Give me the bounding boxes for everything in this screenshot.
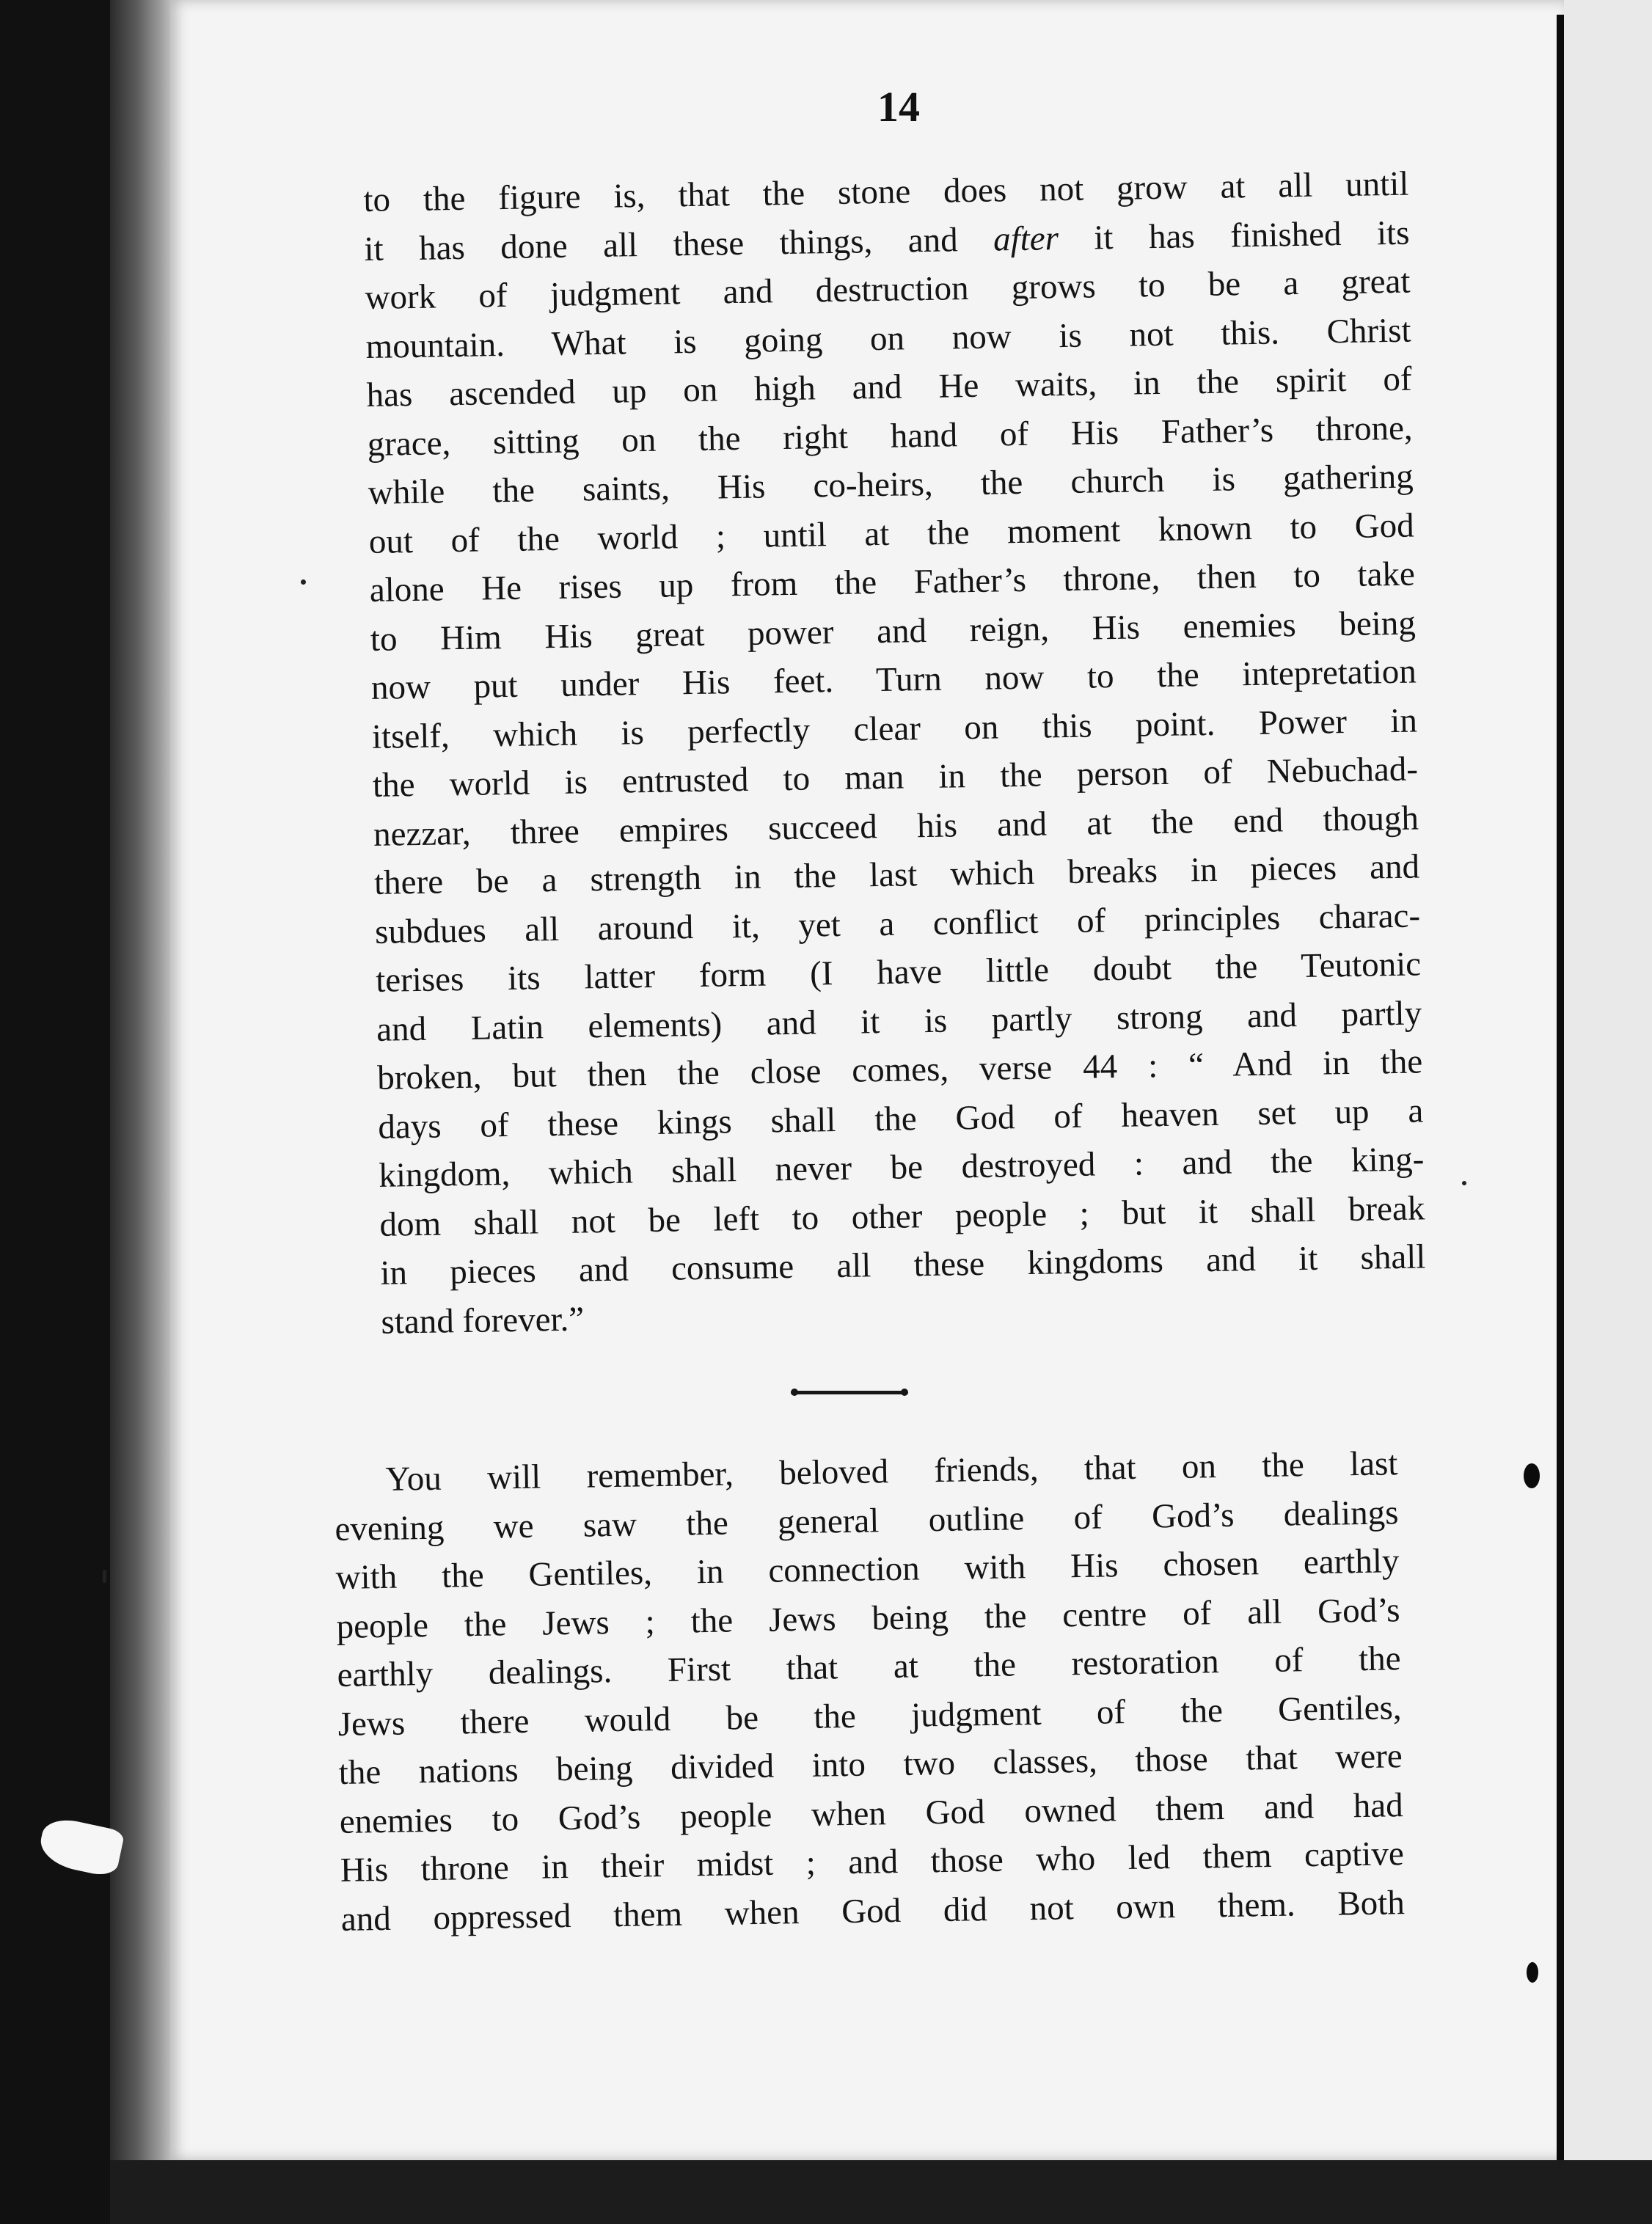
text-line: and Latin elements) and it is partly strong and partly <box>376 993 1422 1049</box>
text-line: while the saints, His co-heirs, the church is gathering <box>368 457 1414 512</box>
text-line: subdues all around it, yet a conflict of principles charac- <box>374 896 1421 951</box>
text-line-with-italic: it has done all these things, and after it has finished its <box>364 213 1410 268</box>
text-line: grace, sitting on the right hand of His Father’s throne, <box>367 409 1413 464</box>
text-line: work of judgment and destruction grows to be a great <box>365 262 1411 317</box>
page-number: 14 <box>877 83 920 131</box>
divider-dot <box>791 1389 798 1396</box>
text-line: terises its latter form (I have little doubt the Teutonic <box>375 945 1422 1000</box>
text-line: kingdom, which shall never be destroyed : and the king- <box>379 1140 1425 1195</box>
text-line: now put under His feet. Turn now to the intepretation <box>370 652 1417 707</box>
text-line: mountain. What is going on now is not this. Christ <box>365 311 1411 366</box>
text-line: You will remember, beloved friends, that on the last <box>385 1444 1398 1499</box>
text-line: the nations being divided into two classes, those that were <box>338 1737 1403 1792</box>
paragraph-new-section <box>334 1439 1405 1944</box>
text-line: to Him His great power and reign, His enemies being <box>370 604 1417 659</box>
text-line: the world is entrusted to man in the person of Nebuchad- <box>372 750 1419 805</box>
spine-mark-icon <box>1527 1962 1538 1983</box>
text-line: to the figure is, that the stone does not grow at all until <box>363 164 1409 219</box>
section-divider-ornament <box>791 1389 908 1396</box>
ink-speck <box>301 579 306 585</box>
text-line: alone He rises up from the Father’s throne, then to take <box>369 555 1416 610</box>
text-line: out of the world ; until at the moment known to God <box>368 506 1415 561</box>
text-line: with the Gentiles, in connection with His chosen earthly <box>335 1542 1400 1597</box>
text-line: broken, but then the close comes, verse 44 : “ And in the <box>376 1042 1423 1097</box>
text-line: evening we saw the general outline of God’s dealings <box>335 1493 1399 1548</box>
text-line: earthly dealings. First that at the restoration of the <box>337 1639 1401 1694</box>
divider-bar <box>791 1391 908 1394</box>
text-line: itself, which is perfectly clear on this point. Power in <box>371 701 1418 756</box>
text-line: His throne in their midst ; and those who led them captive <box>340 1835 1405 1890</box>
text-line: Jews there would be the judgment of the Gentiles, <box>337 1688 1402 1744</box>
page-edge-line <box>1557 15 1564 2160</box>
text-line: days of these kings shall the God of heaven set up a <box>377 1091 1424 1146</box>
ink-speck <box>103 1570 106 1583</box>
text-line: stand forever.” <box>381 1299 585 1342</box>
text-line: enemies to God’s people when God owned them and had <box>339 1785 1404 1841</box>
paragraph-continued <box>363 160 1427 1347</box>
text-line: in pieces and consume all these kingdoms and it shall <box>380 1237 1426 1292</box>
spine-mark-icon <box>1524 1463 1540 1488</box>
adjacent-page-edge <box>1564 0 1652 2160</box>
text-line: people the Jews ; the Jews being the centre of all God’s <box>336 1590 1400 1646</box>
text-line: nezzar, three empires succeed his and at the end though <box>373 799 1419 854</box>
text-line: there be a strength in the last which breaks in pieces and <box>373 847 1420 902</box>
emphasis-word: after <box>993 219 1059 259</box>
text-line: has ascended up on high and He waits, in the spirit of <box>366 359 1412 414</box>
divider-dot <box>901 1389 908 1396</box>
text-line: dom shall not be left to other people ; but it shall break <box>379 1188 1425 1244</box>
scan-bottom-edge <box>110 2160 1652 2224</box>
text-line: and oppressed them when God did not own them. Both <box>340 1883 1406 1939</box>
ink-speck <box>1462 1181 1466 1185</box>
